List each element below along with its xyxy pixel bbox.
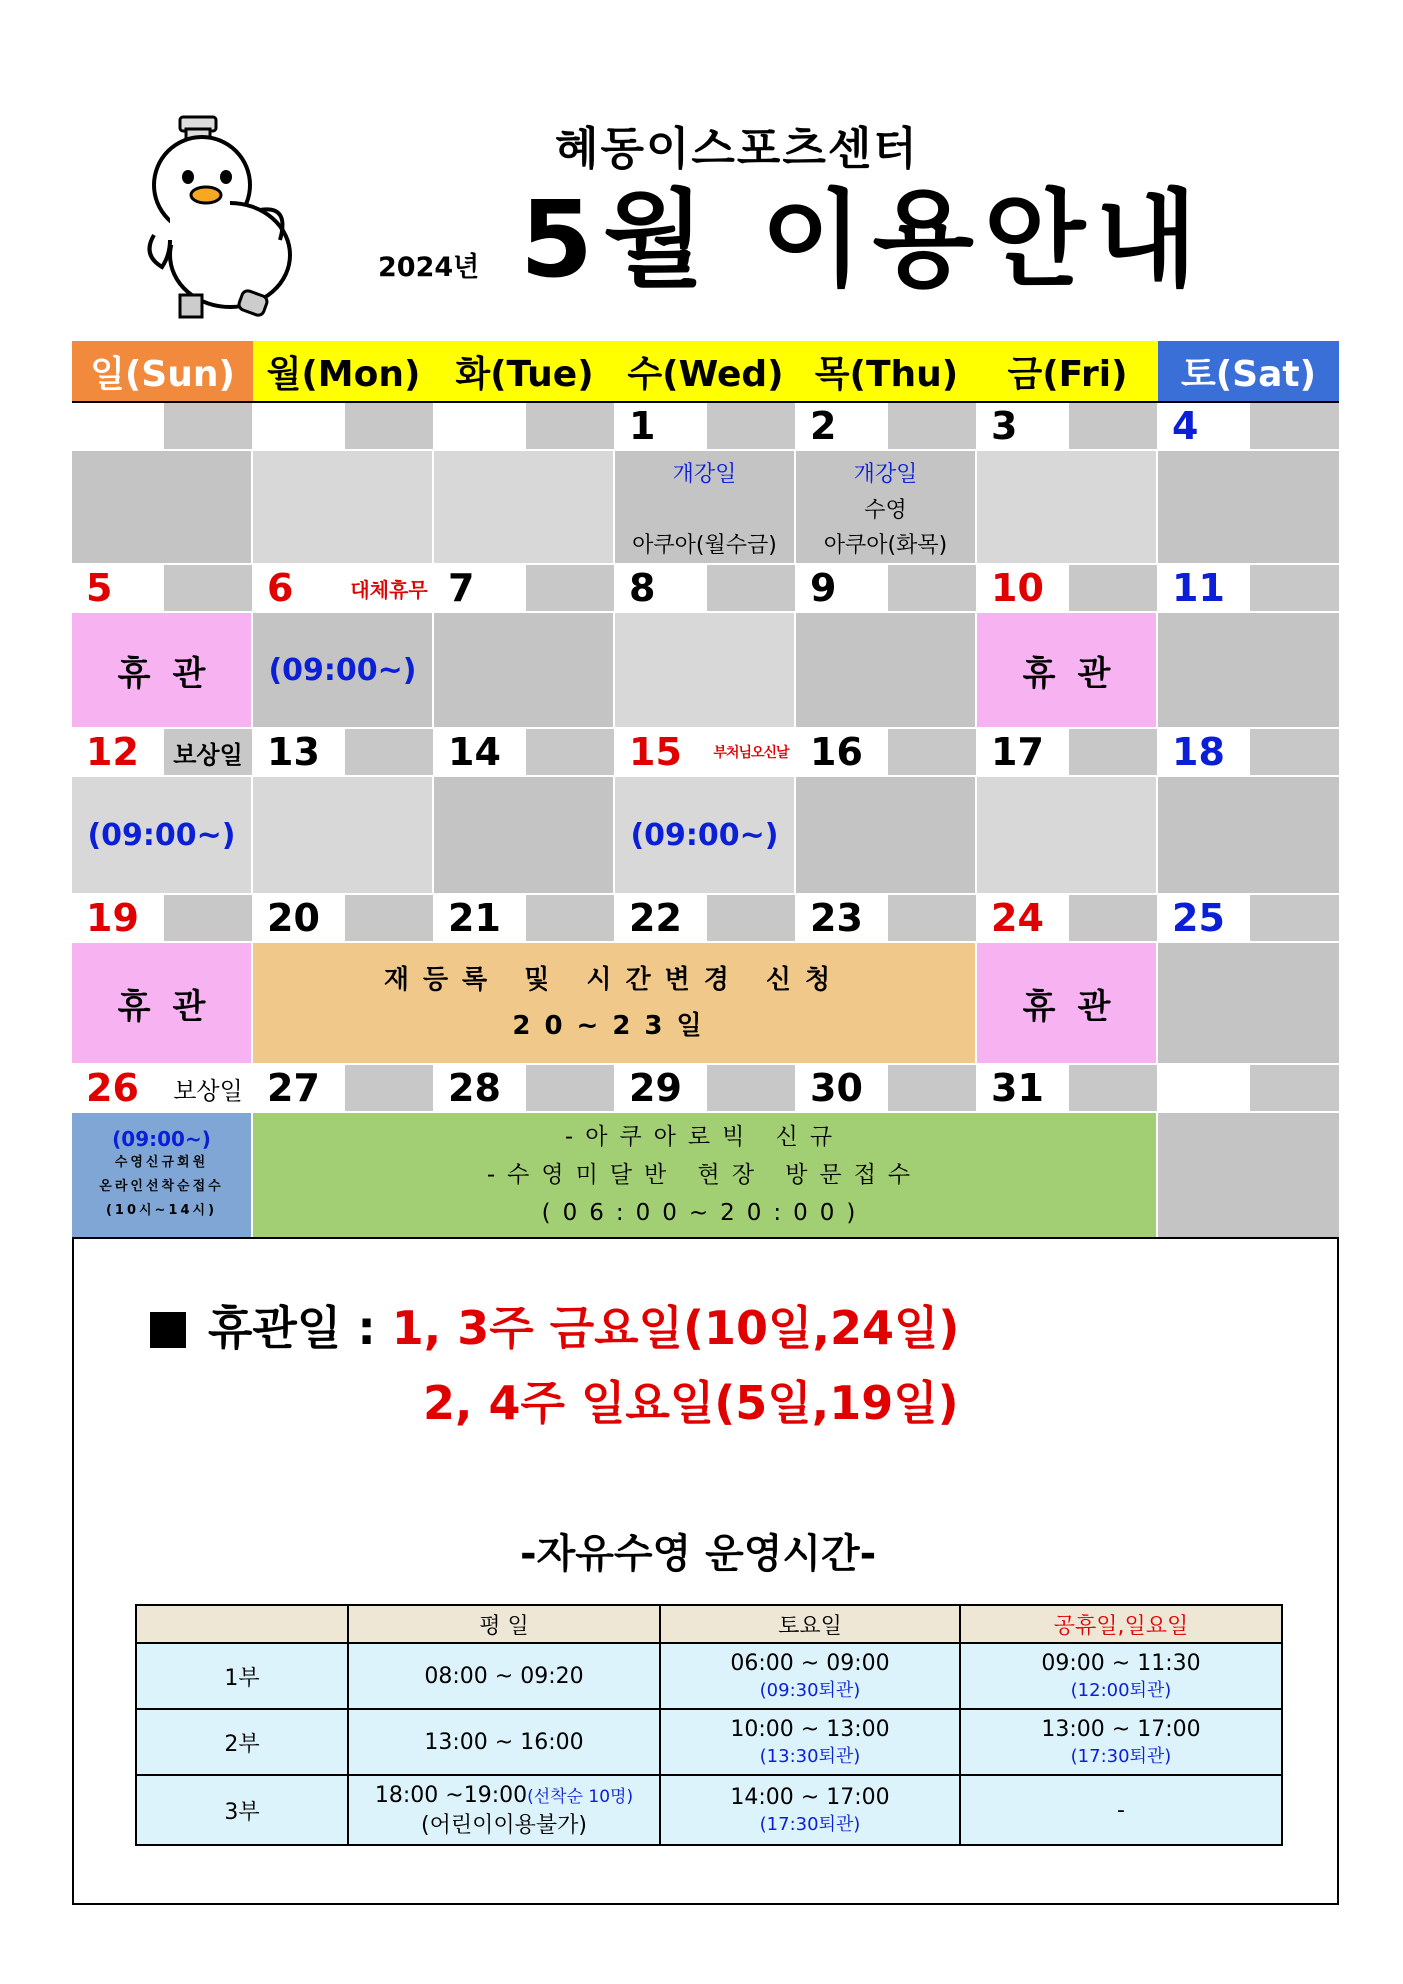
registration-label: 재등록 및 시간변경 신청 (383, 965, 845, 995)
exit-time: (12:00퇴관) (1070, 1679, 1172, 1701)
date-cell-empty (434, 403, 615, 451)
date-cell (977, 729, 1158, 777)
opening-time: (09:00~) (87, 817, 236, 853)
date-cell (796, 403, 977, 451)
weekday-time: 18:00 ~19:00 (374, 1782, 528, 1808)
day-body (1158, 777, 1339, 893)
day-body (796, 613, 977, 727)
closed-day-body (977, 613, 1158, 727)
date-cell (72, 895, 253, 943)
date-number: 27 (253, 1065, 345, 1111)
table-header-row (136, 1605, 1282, 1643)
date-cell-empty (72, 403, 253, 451)
date-number: 21 (434, 895, 526, 941)
banner-line: -아쿠아로빅 신규 (564, 1124, 845, 1150)
day-body (1158, 613, 1339, 727)
registration-dates: 20~23일 (512, 1011, 716, 1041)
week5-date-row (72, 1065, 1339, 1113)
date-number: 17 (977, 729, 1069, 775)
holiday-time: 13:00 ~ 17:00 (1041, 1716, 1201, 1742)
program-label: 수영 (864, 497, 907, 523)
exit-time: (09:30퇴관) (759, 1679, 861, 1701)
date-cell (253, 895, 434, 943)
compensation-day-label: 보상일 (164, 729, 252, 775)
weekday-note2: (어린이이용불가) (421, 1812, 587, 1838)
date-number: 18 (1158, 729, 1250, 775)
date-number: 24 (977, 895, 1069, 941)
weekday-time: 08:00 ~ 09:20 (348, 1643, 660, 1709)
session-label: 1부 (136, 1643, 348, 1709)
date-cell (253, 729, 434, 777)
date-cell (615, 565, 796, 613)
date-number: 7 (434, 565, 526, 611)
day-body-wed1 (615, 451, 796, 563)
date-number: 25 (1158, 895, 1250, 941)
opening-time: (09:00~) (112, 1127, 211, 1151)
week2-date-row (72, 565, 1339, 613)
table-row (136, 1709, 1282, 1775)
date-cell (434, 729, 615, 777)
week4-body-row (72, 943, 1339, 1065)
date-number: 22 (615, 895, 707, 941)
day-body (1158, 1113, 1339, 1237)
saturday-cell (660, 1775, 960, 1845)
week3-date-row (72, 729, 1339, 777)
exit-time: (17:30퇴관) (1070, 1745, 1172, 1767)
note-line: 수영신규회원 (114, 1155, 209, 1170)
date-cell (1158, 895, 1339, 943)
weekday-sun: 일(Sun) (72, 341, 253, 401)
date-number: 19 (72, 895, 164, 941)
saturday-cell (660, 1643, 960, 1709)
holiday-cell (960, 1643, 1282, 1709)
day-body (72, 777, 253, 893)
date-cell (1158, 729, 1339, 777)
weekday-wed: 수(Wed) (615, 341, 796, 401)
session-label: 3부 (136, 1775, 348, 1845)
table-row (136, 1643, 1282, 1709)
table-header: 평 일 (348, 1605, 660, 1643)
saturday-time: 14:00 ~ 17:00 (730, 1784, 890, 1810)
closed-day-body (72, 613, 253, 727)
date-number: 16 (796, 729, 888, 775)
notice-label: 휴관일 : (208, 1301, 376, 1355)
program-label: 아쿠아(화목) (823, 533, 948, 558)
day-body-thu2 (796, 451, 977, 563)
weekday-thu: 목(Thu) (796, 341, 977, 401)
date-cell (253, 1065, 434, 1113)
week3-body-row (72, 777, 1339, 895)
date-number: 15 (615, 729, 707, 775)
banner-line: -수영미달반 현장 방문접수 (486, 1162, 923, 1188)
table-row (136, 1775, 1282, 1845)
date-cell (253, 565, 434, 613)
date-cell (434, 895, 615, 943)
table-header: 공휴일,일요일 (960, 1605, 1282, 1643)
free-swim-title: -자유수영 운영시간- (520, 1531, 877, 1577)
week5-body-row (72, 1113, 1339, 1239)
notice-line2: 2, 4주 일요일(5일,19일) (423, 1376, 959, 1430)
date-number: 4 (1158, 403, 1250, 449)
date-cell (796, 895, 977, 943)
holiday-label: 대체휴무 (345, 565, 433, 611)
table-header (136, 1605, 348, 1643)
date-number: 1 (615, 403, 707, 449)
week1-date-row (72, 403, 1339, 451)
date-cell (1158, 403, 1339, 451)
exit-time: (13:30퇴관) (759, 1745, 861, 1767)
calendar (72, 341, 1339, 1239)
date-cell (615, 1065, 796, 1113)
date-cell (615, 403, 796, 451)
closed-label: 휴관 (1022, 653, 1133, 694)
date-number: 3 (977, 403, 1069, 449)
notice-line1: 1, 3주 금요일(10일,24일) (391, 1301, 960, 1355)
weekday-mon: 월(Mon) (253, 341, 434, 401)
date-cell (72, 565, 253, 613)
program-label: 아쿠아(월수금) (632, 533, 777, 558)
date-number: 9 (796, 565, 888, 611)
open-day-label: 개강일 (672, 462, 737, 487)
closed-day-body (72, 943, 253, 1063)
aquarobic-registration-banner (253, 1113, 1158, 1237)
compensation-day-label: 보상일 (164, 1065, 252, 1111)
closed-days-notice (150, 1292, 959, 1358)
date-cell (1158, 565, 1339, 613)
note-line: (10시~14시) (105, 1203, 218, 1218)
open-day-label: 개강일 (853, 462, 918, 487)
date-cell (615, 729, 796, 777)
date-cell (434, 565, 615, 613)
closed-day-body (977, 943, 1158, 1063)
date-number: 23 (796, 895, 888, 941)
day-body (796, 777, 977, 893)
date-number: 20 (253, 895, 345, 941)
date-cell (796, 1065, 977, 1113)
day-body (977, 451, 1158, 563)
date-number: 6 (253, 565, 345, 611)
date-cell (72, 1065, 253, 1113)
weekday-cell (348, 1775, 660, 1845)
date-number: 10 (977, 565, 1069, 611)
date-number: 30 (796, 1065, 888, 1111)
day-body (615, 613, 796, 727)
date-cell (977, 565, 1158, 613)
square-bullet-icon (150, 1312, 186, 1348)
date-number: 31 (977, 1065, 1069, 1111)
day-body (253, 451, 434, 563)
day-body (977, 777, 1158, 893)
weekday-header-row (72, 341, 1339, 403)
saturday-time: 10:00 ~ 13:00 (730, 1716, 890, 1742)
holiday-label: 부처님오신날 (707, 729, 795, 775)
day-body (253, 613, 434, 727)
weekday-tue: 화(Tue) (434, 341, 615, 401)
registration-period-banner (253, 943, 977, 1063)
day-body (1158, 943, 1339, 1063)
center-name: 혜동이스포츠센터 (555, 122, 919, 175)
date-cell (72, 729, 253, 777)
page-title: 5월 이용안내 (520, 179, 1207, 301)
table-header: 토요일 (660, 1605, 960, 1643)
free-swim-table (135, 1604, 1283, 1846)
note-line: 온라인선착순접수 (99, 1179, 224, 1194)
day-body (615, 777, 796, 893)
saturday-cell (660, 1709, 960, 1775)
date-number: 14 (434, 729, 526, 775)
date-number: 5 (72, 565, 164, 611)
holiday-time: - (960, 1775, 1282, 1845)
date-number: 8 (615, 565, 707, 611)
week4-date-row (72, 895, 1339, 943)
date-number: 12 (72, 729, 164, 775)
date-cell-empty (1158, 1065, 1339, 1113)
date-cell (796, 565, 977, 613)
weekday-time: 13:00 ~ 16:00 (348, 1709, 660, 1775)
date-cell-empty (253, 403, 434, 451)
date-number: 13 (253, 729, 345, 775)
date-number: 29 (615, 1065, 707, 1111)
week1-body-row (72, 451, 1339, 565)
date-cell (434, 1065, 615, 1113)
opening-time: (09:00~) (268, 652, 417, 688)
year-label: 2024년 (378, 252, 480, 283)
date-number: 2 (796, 403, 888, 449)
day-body (434, 451, 615, 563)
session-label: 2부 (136, 1709, 348, 1775)
saturday-time: 06:00 ~ 09:00 (730, 1650, 890, 1676)
day-body (253, 777, 434, 893)
duck-mascot-illustration (140, 115, 310, 320)
date-number: 28 (434, 1065, 526, 1111)
week2-body-row (72, 613, 1339, 729)
date-number: 26 (72, 1065, 164, 1111)
closed-label: 휴관 (117, 986, 228, 1027)
date-cell (977, 895, 1158, 943)
date-cell (796, 729, 977, 777)
banner-line: (06:00~20:00) (541, 1200, 868, 1226)
closed-label: 휴관 (117, 653, 228, 694)
weekday-note: (선착순 10명) (527, 1786, 634, 1807)
day-body (1158, 451, 1339, 563)
day-body (434, 613, 615, 727)
day-body-sun26 (72, 1113, 253, 1237)
date-number: 11 (1158, 565, 1250, 611)
closed-label: 휴관 (1022, 986, 1133, 1027)
exit-time: (17:30퇴관) (759, 1813, 861, 1835)
date-cell (977, 1065, 1158, 1113)
day-body (434, 777, 615, 893)
weekday-fri: 금(Fri) (977, 341, 1158, 401)
date-cell (615, 895, 796, 943)
date-cell (977, 403, 1158, 451)
holiday-cell (960, 1709, 1282, 1775)
weekday-sat: 토(Sat) (1158, 341, 1339, 401)
day-body (72, 451, 253, 563)
holiday-time: 09:00 ~ 11:30 (1041, 1650, 1201, 1676)
opening-time: (09:00~) (630, 817, 779, 853)
